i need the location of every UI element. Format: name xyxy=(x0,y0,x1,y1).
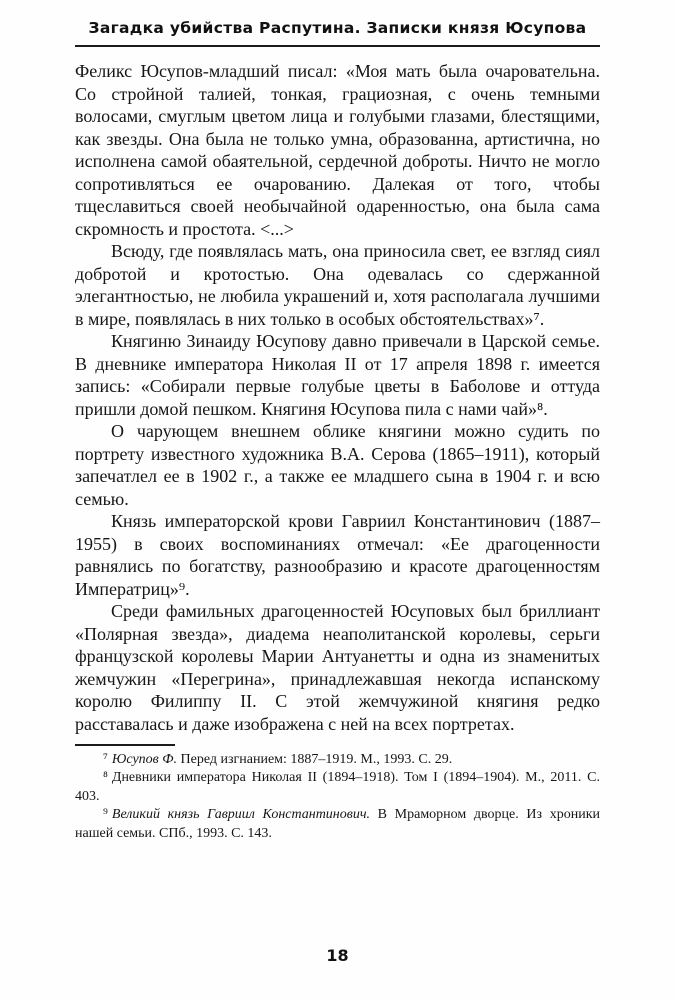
footnotes-section xyxy=(75,744,600,843)
paragraph-4: О чарующем внешнем облике княгини можно судить по портрету известного художника В.А. Серова (1865–1911), который запечатлел ее в 1902 г., а также ее младшего сына в 1904 г. и всю семью. xyxy=(75,421,600,509)
paragraph-6: Среди фамильных драгоценностей Юсуповых был бриллиант «Полярная звезда», диадема неаполитанской королевы, серьги французской королевы Марии Антуанетты и одна из знаменитых жемчужин «Перегрина», принадлежавшая некогда испанскому королю Филиппу II. С этой жемчужиной княгиня редко расставалась и даже изображена с ней на всех портретах. xyxy=(75,601,600,734)
running-header xyxy=(75,18,600,47)
footnote-8 xyxy=(75,769,600,806)
paragraph-2: Всюду, где появлялась мать, она приносила свет, ее взгляд сиял добротой и кротостью. Она одевалась со сдержанной элегантностью, не любила украшений и, хотя располагала лучшими в мире, появлялась в них только в особых обстоятельствах»⁷. xyxy=(75,241,600,329)
paragraph-5: Князь императорской крови Гавриил Константинович (1887–1955) в своих воспоминаниях отмечал: «Ее драгоценности равнялись по богатству, разнообразию и красоте драгоценностям Императриц»⁹. xyxy=(75,511,600,599)
body-text xyxy=(75,60,600,735)
footnote-7-text: Перед изгнанием: 1887–1919. М., 1993. С. 29. xyxy=(177,751,453,767)
paragraph-3: Княгиню Зинаиду Юсупову давно привечали в Царской семье. В дневнике императора Николая II от 17 апреля 1898 г. имеется запись: «Собирали первые голубые цветы в Баболове и оттуда пришли домой пешком. Княгиня Юсупова пила с нами чай»⁸. xyxy=(75,331,600,419)
footnote-7 xyxy=(75,751,600,770)
footnote-separator-rule xyxy=(75,744,175,746)
footnote-9-text: В Мраморном дворце. Из хроники нашей семьи. СПб., 1993. С. 143. xyxy=(75,807,600,841)
paragraph-1: Феликс Юсупов-младший писал: «Моя мать была очаровательна. Со стройной талией, тонкая, грациозная, с очень темными волосами, смуглым цветом лица и голубыми глазами, блестящими, как звезды. Она была не только умна, образованна, артистична, но исполнена самой обаятельной, сердечной доброты. Ничто не могло сопротивляться ее очарованию. Далекая от того, чтобы тщеславиться своей необычайной одаренностью, она была сама скромность и простота. <...> xyxy=(75,61,600,239)
footnote-7-marker: ⁷ xyxy=(103,751,108,767)
footnote-9 xyxy=(75,806,600,843)
page-number: 18 xyxy=(326,946,349,965)
running-header-title: Загадка убийства Распутина. Записки князя Юсупова xyxy=(88,19,587,37)
footnote-7-author: Юсупов Ф. xyxy=(111,751,178,767)
header-rule xyxy=(75,45,600,47)
footnote-8-marker: ⁸ xyxy=(103,770,108,785)
footnote-8-text: Дневники императора Николая II (1894–1918). Том I (1894–1904). М., 2011. С. 403. xyxy=(75,770,600,804)
footnote-9-author: Великий князь Гавриил Константинович. xyxy=(111,807,371,822)
footnote-9-marker: ⁹ xyxy=(103,807,108,822)
